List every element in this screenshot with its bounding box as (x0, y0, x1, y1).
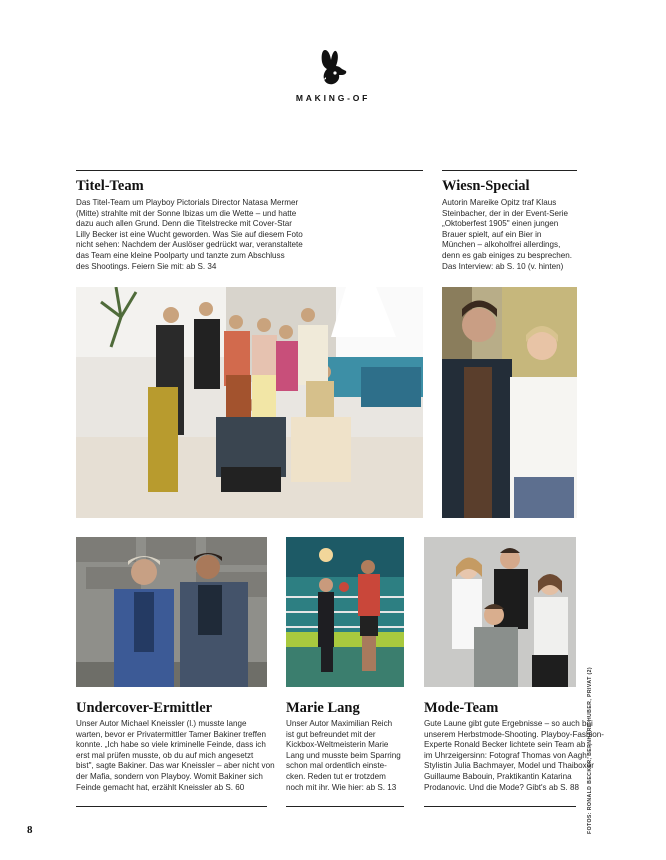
text-mode-team: Gute Laune gibt gute Ergebnisse – so auch bei unserem Herbstmode-Shooting. Playboy-Fashion- Experte Ronald Becker lichtete sein Team ab – im Uhrzeigersinn: Fotograf Thomas von Aagh, Stylistin Julia Bachmayer, Model und Thaiboxer Guillaume Babouin, Praktikantin Katarina Prodanovic. Und die Mode? Gibt's ab S. 88 (424, 719, 604, 792)
photo-tab-mode-team (434, 533, 442, 537)
heading-mode-team: Mode-Team (424, 700, 499, 716)
text-wiesn-special: Autorin Mareike Opitz traf Klaus Steinbacher, der in der Event-Serie „Oktoberfest 1905" einen jungen Brauer spielt, auf ein Bier in München – alkoholfrei allerdings, denn es gab einiges zu besprechen. Das Interview: ab S. 10 (v. hinten) (442, 198, 573, 271)
heading-titel-team: Titel-Team (76, 178, 144, 194)
photo-credit: FOTOS: RONALD BECKER, BERNHARD HUBER, PRIVAT (2) (587, 666, 593, 834)
section-label: MAKING-OF (295, 93, 371, 103)
photo-marie-lang (286, 537, 404, 687)
photo-mode-team (424, 537, 576, 687)
photo-titel-team (76, 287, 423, 518)
text-undercover-ermittler: Unser Autor Michael Kneissler (l.) musste lange warten, bevor er Privatermittler Tamer Bakiner treffen konnte. „Ich habe so viele kriminelle Feinde, dass ich erst mal prüfen musste, ob du auf mich angesetzt bist", sagte Bakiner. Das war Kneissler – aber nicht von der Mafia, sondern von Playboy. Womit Bakiner sich Feinde gemacht hat, erzählt Kneissler ab S. 60 (76, 719, 275, 792)
photo-tab-titel-team (86, 283, 94, 287)
text-titel-team: Das Titel-Team um Playboy Pictorials Director Natasa Mermer (Mitte) strahlte mit der Sonne Ibizas um die Wette – und hatte dazu auch allen Grund. Denn die Titelstrecke mit Cover-Star Lilly Becker ist eine Wucht geworden. Was Sie auf diesem Foto nicht sehen: Nachdem der Auslöser gedrückt war, veranstaltete das Team eine kleine Poolparty und tanzte zum Abschluss des Shootings. Feiern Sie mit: ab S. 34 (76, 198, 303, 271)
rule-undercover-ermittler (76, 806, 267, 807)
heading-marie-lang: Marie Lang (286, 700, 360, 716)
photo-tab-wiesn-special (452, 283, 460, 287)
heading-wiesn-special: Wiesn-Special (442, 178, 530, 194)
rule-wiesn-special (442, 170, 577, 171)
playboy-bunny-logo-icon (311, 46, 353, 88)
text-marie-lang: Unser Autor Maximilian Reich ist gut befreundet mit der Kickbox-Weltmeisterin Marie Lang und musste beim Sparring schon mal ordentlich einste- cken. Reden tut er trotzdem noch mit ihr. Wie hier: ab S. 13 (286, 719, 401, 792)
photo-tab-undercover-ermittler (86, 533, 94, 537)
photo-wiesn-special (442, 287, 577, 518)
rule-mode-team (424, 806, 576, 807)
photo-tab-marie-lang (296, 533, 304, 537)
page-number: 8 (27, 824, 33, 836)
rule-marie-lang (286, 806, 404, 807)
rule-titel-team (76, 170, 423, 171)
photo-undercover-ermittler (76, 537, 267, 687)
heading-undercover-ermittler: Undercover-Ermittler (76, 700, 213, 716)
